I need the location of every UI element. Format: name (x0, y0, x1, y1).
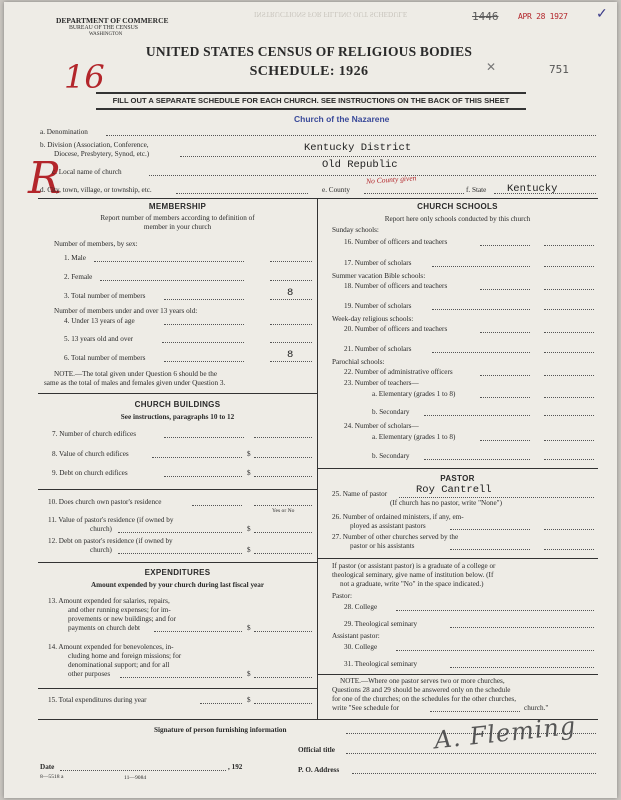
instruction-line: FILL OUT A SEPARATE SCHEDULE FOR EACH CHURCH. SEE INSTRUCTIONS ON THE BACK OF THIS SHEET (112, 96, 510, 105)
leader (100, 280, 244, 281)
q2-label: 2. Female (64, 273, 93, 281)
graduate-note-3: not a graduate, write "No" in the space indicated.) (340, 580, 484, 588)
q3-value: 8 (287, 287, 294, 299)
answer-line (270, 324, 312, 325)
dollar-sign: $ (247, 450, 251, 458)
expenditures-subtitle: Amount expended by your church during last fiscal year (90, 581, 265, 589)
official-title-label: Official title (298, 746, 335, 754)
answer-line (270, 342, 312, 343)
buildings-subtitle: See instructions, paragraphs 10 to 12 (120, 413, 235, 421)
q19-label: 19. Number of scholars (344, 302, 412, 310)
leader (494, 193, 596, 194)
pastor-note-3: for one of the churches; on the schedules for the other churches, (332, 695, 517, 703)
q4-label: 4. Under 13 years of age (64, 317, 135, 325)
parochial-label: Parochial schools: (332, 358, 385, 366)
membership-note-2: same as the total of males and females given under Question 3. (44, 379, 226, 387)
leader (120, 677, 242, 678)
local-name-label: c. Local name of church (52, 168, 122, 176)
answer-line (254, 437, 312, 438)
leader (432, 266, 530, 267)
state-label: f. State (466, 186, 487, 194)
q23-label: 23. Number of teachers— (344, 379, 419, 387)
sunday-label: Sunday schools: (332, 226, 379, 234)
answer-line (254, 505, 312, 506)
q21-label: 21. Number of scholars (344, 345, 412, 353)
pastor-subheading: Pastor: (332, 592, 352, 600)
q24b-label: b. Secondary (372, 452, 410, 460)
q29-label: 29. Theological seminary (344, 620, 418, 628)
expenditures-title: EXPENDITURES (144, 568, 211, 577)
leader (364, 193, 464, 194)
print-number: 11—9084 (124, 775, 147, 781)
leader (176, 193, 308, 194)
leader (200, 703, 242, 704)
bleed-through-text: INSTRUCTIONS FOR FILLING OUT SCHEDULE (254, 10, 408, 18)
form-title: UNITED STATES CENSUS OF RELIGIOUS BODIES (145, 44, 473, 59)
pastor-title: PASTOR (440, 474, 475, 483)
po-address-line (352, 773, 596, 774)
leader (164, 324, 244, 325)
answer-line (254, 476, 312, 477)
leader (480, 397, 530, 398)
received-date-stamp: APR 28 1927 (518, 12, 568, 21)
answer-line (544, 332, 594, 333)
q24a-label: a. Elementary (grades 1 to 8) (372, 433, 456, 441)
answer-line (544, 529, 594, 530)
answer-line (270, 299, 312, 300)
membership-intro-2: member in your church (143, 223, 212, 231)
schools-title: CHURCH SCHOOLS (417, 202, 498, 211)
q20-label: 20. Number of officers and teachers (344, 325, 448, 333)
weekday-label: Week-day religious schools: (332, 315, 414, 323)
official-title-line (346, 753, 596, 754)
q13-label-3: provements or new buildings; and for (68, 615, 176, 623)
q1-label: 1. Male (64, 254, 86, 262)
department-line: DEPARTMENT OF COMMERCE (56, 16, 169, 25)
rule (317, 558, 598, 559)
rule (96, 92, 526, 94)
answer-line (270, 261, 312, 262)
date-label: Date (40, 763, 55, 771)
leader (164, 361, 244, 362)
leader (432, 352, 530, 353)
summer-label: Summer vacation Bible schools: (332, 272, 426, 280)
division-label: b. Division (Association, Conference, (40, 141, 149, 149)
form-number: 8—5518 a (40, 774, 64, 780)
q24-label: 24. Number of scholars— (344, 422, 419, 430)
bureau-line: BUREAU OF THE CENSUS (69, 25, 138, 31)
leader (192, 505, 242, 506)
division-label-2: Diocese, Presbytery, Synod, etc.) (54, 150, 150, 158)
answer-line (450, 667, 594, 668)
q31-label: 31. Theological seminary (344, 660, 418, 668)
answer-line (544, 245, 594, 246)
pastor-note: NOTE.—Where one pastor serves two or more churches, (340, 677, 505, 685)
graduate-note: If pastor (or assistant pastor) is a graduate of a college or (332, 562, 496, 570)
signature-label: Signature of person furnishing information (154, 726, 287, 734)
q13-label-4: payments on church debt (68, 624, 141, 632)
rule (38, 489, 317, 490)
leader (164, 437, 244, 438)
leader (94, 261, 244, 262)
q14-label-4: other purposes (68, 670, 111, 678)
q30-label: 30. College (344, 643, 378, 651)
q13-label: 13. Amount expended for salaries, repairs, (48, 597, 170, 605)
q9-label: 9. Debt on church edifices (52, 469, 128, 477)
signature-value: A. Fleming (432, 711, 578, 755)
q23b-label: b. Secondary (372, 408, 410, 416)
q8-label: 8. Value of church edifices (52, 450, 129, 458)
q6-value: 8 (287, 349, 294, 361)
column-divider (317, 198, 318, 719)
age-label: Number of members under and over 13 years old: (54, 307, 198, 315)
pastor-note-4: write "See schedule for (332, 704, 399, 712)
answer-line (270, 280, 312, 281)
leader (480, 332, 530, 333)
rule (96, 108, 526, 110)
denomination-stamp: Church of the Nazarene (294, 114, 390, 124)
leader (106, 135, 596, 136)
date-line (60, 770, 226, 771)
q23a-label: a. Elementary (grades 1 to 8) (372, 390, 456, 398)
leader (180, 156, 596, 157)
local-name-value: Old Republic (322, 159, 398, 171)
by-sex-label: Number of members, by sex: (54, 240, 138, 248)
code-mark: 751 (549, 63, 569, 76)
handwritten-number: 16 (64, 58, 105, 96)
schools-intro: Report here only schools conducted by this church (384, 215, 531, 223)
q11-label-2: church) (90, 525, 112, 533)
q25-label: 25. Name of pastor (332, 490, 388, 498)
county-label: e. County (322, 186, 350, 194)
rule (317, 674, 598, 675)
answer-line (270, 361, 312, 362)
graduate-note-2: theological seminary, give name of institution below. (If (332, 571, 494, 579)
stamp-number: 1446 (472, 10, 499, 23)
q11-label: 11. Value of pastor's residence (if owned by (48, 516, 174, 524)
answer-line (544, 266, 594, 267)
leader (152, 457, 242, 458)
schedule-title: SCHEDULE: 1926 (249, 64, 369, 79)
rule (38, 562, 317, 563)
answer-line (544, 459, 594, 460)
q15-label: 15. Total expenditures during year (48, 696, 147, 704)
state-value: Kentucky (507, 183, 558, 195)
answer-line (254, 457, 312, 458)
leader (480, 440, 530, 441)
dollar-sign: $ (247, 469, 251, 477)
leader (432, 309, 530, 310)
rule (317, 468, 598, 469)
dollar-sign: $ (247, 670, 251, 678)
rule (38, 688, 317, 689)
answer-line (544, 397, 594, 398)
q14-label-2: cluding home and foreign missions; for (68, 652, 182, 660)
leader (480, 289, 530, 290)
q22-label: 22. Number of administrative officers (344, 368, 453, 376)
q27-label: 27. Number of other churches served by the (332, 533, 459, 541)
q10-label: 10. Does church own pastor's residence (48, 498, 162, 506)
q13-label-2: and other running expenses; for im- (68, 606, 171, 614)
answer-line (544, 375, 594, 376)
q14-label: 14. Amount expended for benevolences, in- (48, 643, 174, 651)
check-mark: ✓ (596, 7, 608, 22)
assistant-subheading: Assistant pastor: (332, 632, 380, 640)
q14-label-3: denominational support; and for all (68, 661, 170, 669)
leader (162, 342, 244, 343)
answer-line (254, 703, 312, 704)
leader (450, 549, 530, 550)
county-value: No County given (365, 173, 417, 186)
leader (118, 532, 242, 533)
dollar-sign: $ (247, 546, 251, 554)
answer-line (254, 553, 312, 554)
membership-note: NOTE.—The total given under Question 6 should be the (54, 370, 218, 378)
answer-line (396, 650, 594, 651)
answer-line (544, 309, 594, 310)
leader (424, 459, 530, 460)
leader (450, 529, 530, 530)
answer-line (544, 352, 594, 353)
po-address-label: P. O. Address (298, 766, 340, 774)
handwritten-r: R (28, 153, 62, 204)
leader (430, 711, 520, 712)
answer-line (544, 549, 594, 550)
denomination-label: a. Denomination (40, 128, 88, 136)
leader (154, 631, 242, 632)
rule (38, 393, 317, 394)
q25-note: (If church has no pastor, write "None") (390, 499, 502, 507)
q26-label: 26. Number of ordained ministers, if any, em- (332, 513, 464, 521)
q5-label: 5. 13 years old and over (64, 335, 134, 343)
answer-line (254, 532, 312, 533)
pastor-note-5: church." (524, 704, 549, 712)
answer-line (254, 677, 312, 678)
q12-label-2: church) (90, 546, 112, 554)
answer-line (399, 497, 594, 498)
stamp-mark: ✕ (486, 60, 497, 74)
leader (480, 375, 530, 376)
leader (164, 299, 244, 300)
leader (164, 476, 242, 477)
pastor-note-2: Questions 28 and 29 should be answered only on the schedule (332, 686, 511, 694)
date-year: , 192 (228, 763, 243, 771)
yes-no-hint: Yes or No (272, 508, 295, 514)
q7-label: 7. Number of church edifices (52, 430, 137, 438)
answer-line (450, 627, 594, 628)
dollar-sign: $ (247, 696, 251, 704)
q27-label-2: pastor or his assistants (350, 542, 415, 550)
answer-line (544, 440, 594, 441)
q16-label: 16. Number of officers and teachers (344, 238, 448, 246)
city-label: d. City, town, village, or township, etc. (40, 186, 152, 194)
membership-title: MEMBERSHIP (148, 202, 207, 211)
leader (118, 553, 242, 554)
q6-label: 6. Total number of members (64, 354, 146, 362)
leader (424, 415, 530, 416)
census-schedule-page (4, 2, 617, 798)
membership-intro: Report number of members according to definition of (100, 214, 255, 222)
answer-line (396, 610, 594, 611)
division-value: Kentucky District (304, 142, 412, 154)
pastor-name-value: Roy Cantrell (416, 484, 492, 496)
q17-label: 17. Number of scholars (344, 259, 412, 267)
buildings-title: CHURCH BUILDINGS (134, 400, 221, 409)
q18-label: 18. Number of officers and teachers (344, 282, 448, 290)
dollar-sign: $ (247, 525, 251, 533)
answer-line (254, 631, 312, 632)
q28-label: 28. College (344, 603, 378, 611)
answer-line (544, 289, 594, 290)
answer-line (544, 415, 594, 416)
dollar-sign: $ (247, 624, 251, 632)
q12-label: 12. Debt on pastor's residence (if owned by (48, 537, 173, 545)
q3-label: 3. Total number of members (64, 292, 146, 300)
table-top-rule (38, 198, 598, 199)
q26-label-2: ployed as assistant pastors (350, 522, 426, 530)
washington-line: WASHINGTON (89, 32, 123, 37)
leader (480, 245, 530, 246)
